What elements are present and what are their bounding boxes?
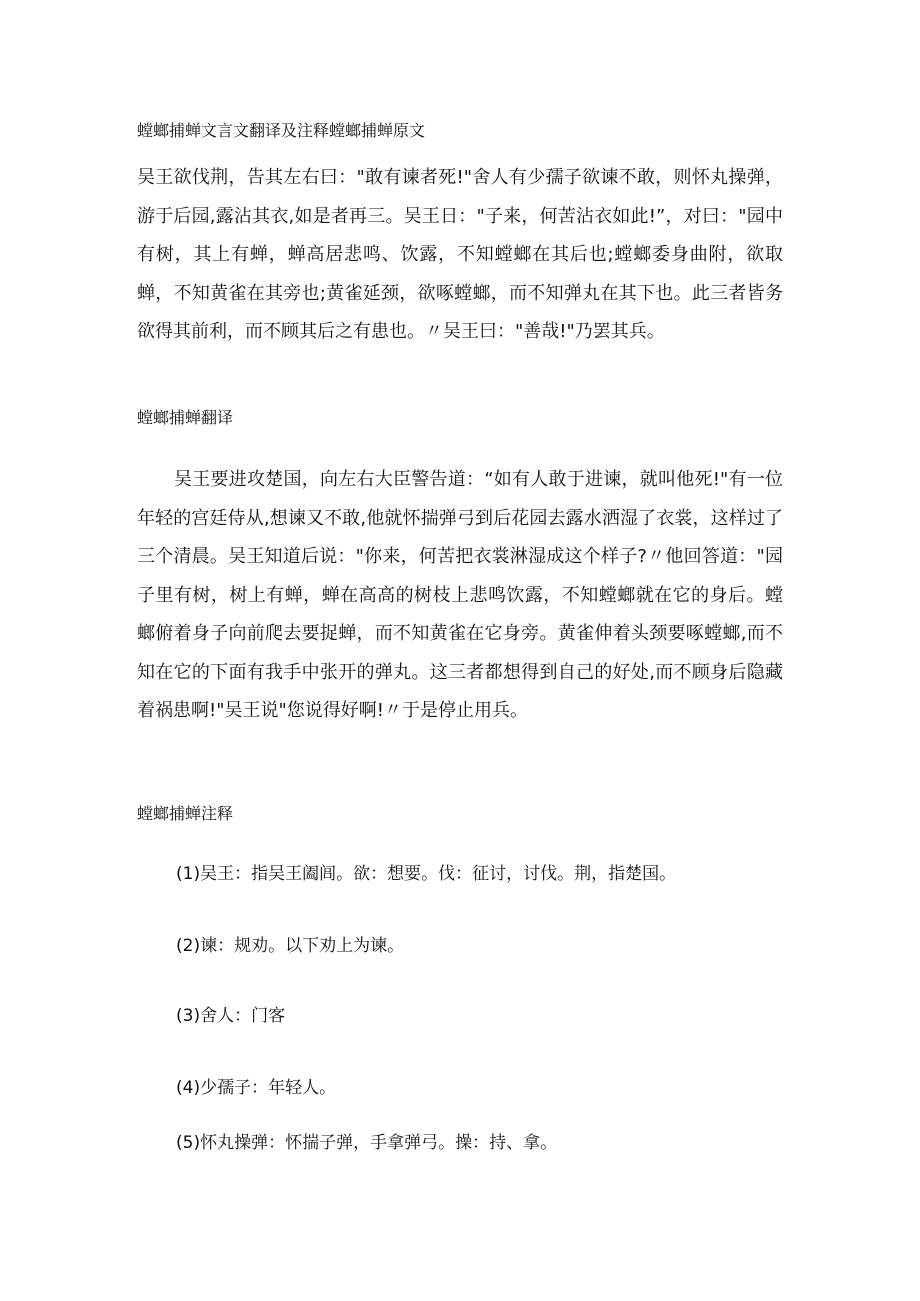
- translation-heading: 螳螂捕蝉翻译: [137, 408, 234, 427]
- translation-paragraph: 吴王要进攻楚国，向左右大臣警告道：“如有人敢于进谏，就叫他死!"有一位年轻的宫廷侍从,想谏又不敢,他就怀揣弹弓到后花园去露水洒湿了衣裳，这样过了三个清晨。吴王知道后说："你来，何苦把衣裳淋湿成这个样子?〃他回答道："园子里有树，树上有蝉，蝉在高高的树枝上悲鸣饮露，不知螳螂就在它的身后。螳螂俯着身子向前爬去要捉蝉，而不知黄雀在它身旁。黄雀伸着头颈要啄螳螂,而不知在它的下面有我手中张开的弹丸。这三者都想得到自己的好处,而不顾身后隐藏着祸患啊!"吴王说"您说得好啊!〃于是停止用兵。: [137, 469, 783, 721]
- note-item-1: (1)吴王：指吴王阖闾。欲：想要。伐：征讨，讨伐。荆，指楚国。: [176, 864, 677, 884]
- document-title: 螳螂捕蝉文言文翻译及注释螳螂捕蝉原文: [137, 121, 426, 140]
- original-text-paragraph: 吴王欲伐荆，告其左右曰："敢有谏者死!"舍人有少孺子欲谏不敢，则怀丸操弹，游于后园,露沾其衣,如是者再三。吴王日："子来，何苦沾衣如此!”，对曰："园中有树，其上有蝉，蝉高居悲鸣、饮露，不知螳螂在其后也;螳螂委身曲附，欲取蝉，不知黄雀在其旁也;黄雀延颈，欲啄螳螂，而不知弹丸在其下也。此三者皆务欲得其前利，而不顾其后之有患也。〃吴王曰："善哉!"乃罢其兵。: [137, 167, 783, 342]
- note-item-4: (4)少孺子：年轻人。: [176, 1078, 337, 1098]
- note-item-5: (5)怀丸操弹：怀揣子弹，手拿弹弓。操：持、拿。: [176, 1133, 558, 1153]
- notes-heading: 螳螂捕蝉注释: [137, 804, 234, 823]
- note-item-2: (2)谏：规劝。以下劝上为谏。: [176, 936, 405, 956]
- note-item-3: (3)舍人：门客: [176, 1006, 286, 1026]
